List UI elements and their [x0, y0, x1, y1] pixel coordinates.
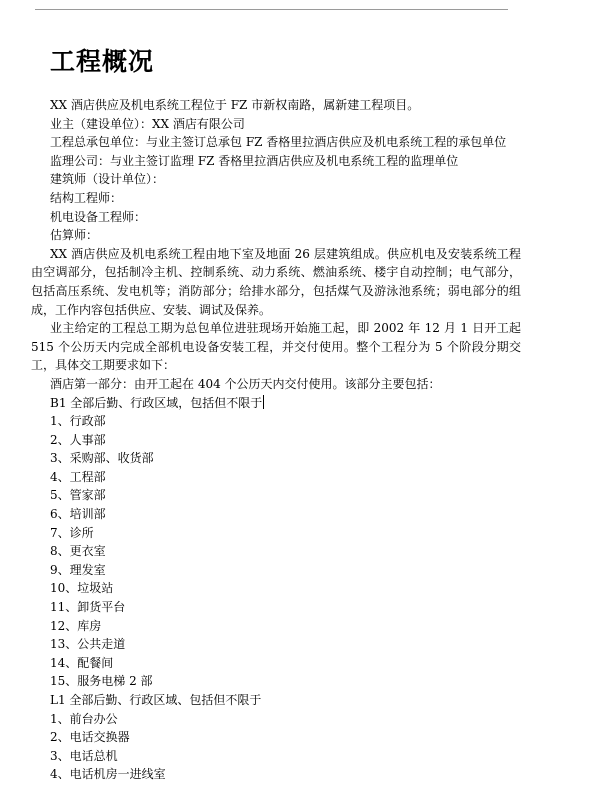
b1-list-item: 4、工程部 — [50, 469, 106, 484]
paragraph-structural-engineer: 结构工程师： — [50, 190, 123, 205]
b1-list-item: 11、卸货平台 — [50, 600, 126, 615]
text-cursor — [263, 395, 264, 409]
document-body — [31, 96, 521, 784]
paragraph-architect: 建筑师（设计单位）： — [50, 172, 165, 187]
document-title: 工程概况 — [50, 47, 155, 76]
b1-list-item: 3、采购部、收货部 — [50, 451, 154, 466]
l1-heading: L1 全部后勤、行政区域、包括但不限于 — [50, 693, 262, 707]
b1-list-item: 10、垃圾站 — [50, 581, 114, 596]
paragraph-phase-one: 酒店第一部分：由开工起在 404 个公历天内交付使用。该部分主要包括： — [50, 376, 441, 391]
paragraph-general-contractor: 工程总承包单位：与业主签订总承包 FZ 香格里拉酒店供应及机电系统工程的承包单位 — [50, 135, 507, 150]
b1-list-item: 13、公共走道 — [50, 637, 126, 652]
paragraph-project-location: XX 酒店供应及机电系统工程位于 FZ 市新权南路，属新建工程项目。 — [50, 98, 420, 112]
header-rule — [35, 9, 508, 10]
b1-list-item: 6、培训部 — [50, 507, 106, 522]
paragraph-schedule: 业主给定的工程总工期为总包单位进驻现场开始施工起，即 2002 年 12 月 1 日开工起 515 个公历天内完成全部机电设备安装工程，并交付使用。整个工程分为 5 个阶段分期交工，具体交工期要求如下： — [31, 321, 521, 373]
paragraph-estimator: 估算师： — [50, 228, 99, 243]
l1-list-item: 3、电话总机 — [50, 748, 118, 763]
b1-list-item: 8、更衣室 — [50, 544, 106, 559]
b1-list-item: 5、管家部 — [50, 488, 106, 503]
l1-list-item: 2、电话交换器 — [50, 730, 130, 745]
b1-list-item: 1、行政部 — [50, 414, 106, 429]
b1-list-item: 14、配餐间 — [50, 655, 114, 670]
paragraph-owner: 业主（建设单位）：XX 酒店有限公司 — [50, 116, 245, 131]
b1-heading — [31, 394, 521, 413]
b1-list-item: 2、人事部 — [50, 432, 106, 447]
l1-list-item: 4、电话机房一进线室 — [50, 767, 166, 782]
paragraph-mep-engineer: 机电设备工程师： — [50, 209, 147, 224]
paragraph-scope: XX 酒店供应及机电系统工程由地下室及地面 26 层建筑组成。供应机电及安装系统工程由空调部分，包括制冷主机、控制系统、动力系统、燃油系统、楼宇自动控制；电气部分，包括高压系统、发电机等；消防部分；给排水部分，包括煤气及游泳池系统；弱电部分的组成，工作内容包括供应、安装、调试及保养。 — [31, 246, 521, 317]
b1-heading-text: B1 全部后勤、行政区域，包括但不限于 — [50, 395, 263, 410]
b1-list-item: 12、库房 — [50, 618, 102, 633]
b1-list-item: 7、诊所 — [50, 525, 94, 540]
l1-list-item: 1、前台办公 — [50, 711, 118, 726]
b1-list-item: 9、理发室 — [50, 562, 106, 577]
paragraph-supervisor: 监理公司：与业主签订监理 FZ 香格里拉酒店供应及机电系统工程的监理单位 — [50, 153, 459, 168]
b1-list-item: 15、服务电梯 2 部 — [50, 674, 153, 689]
